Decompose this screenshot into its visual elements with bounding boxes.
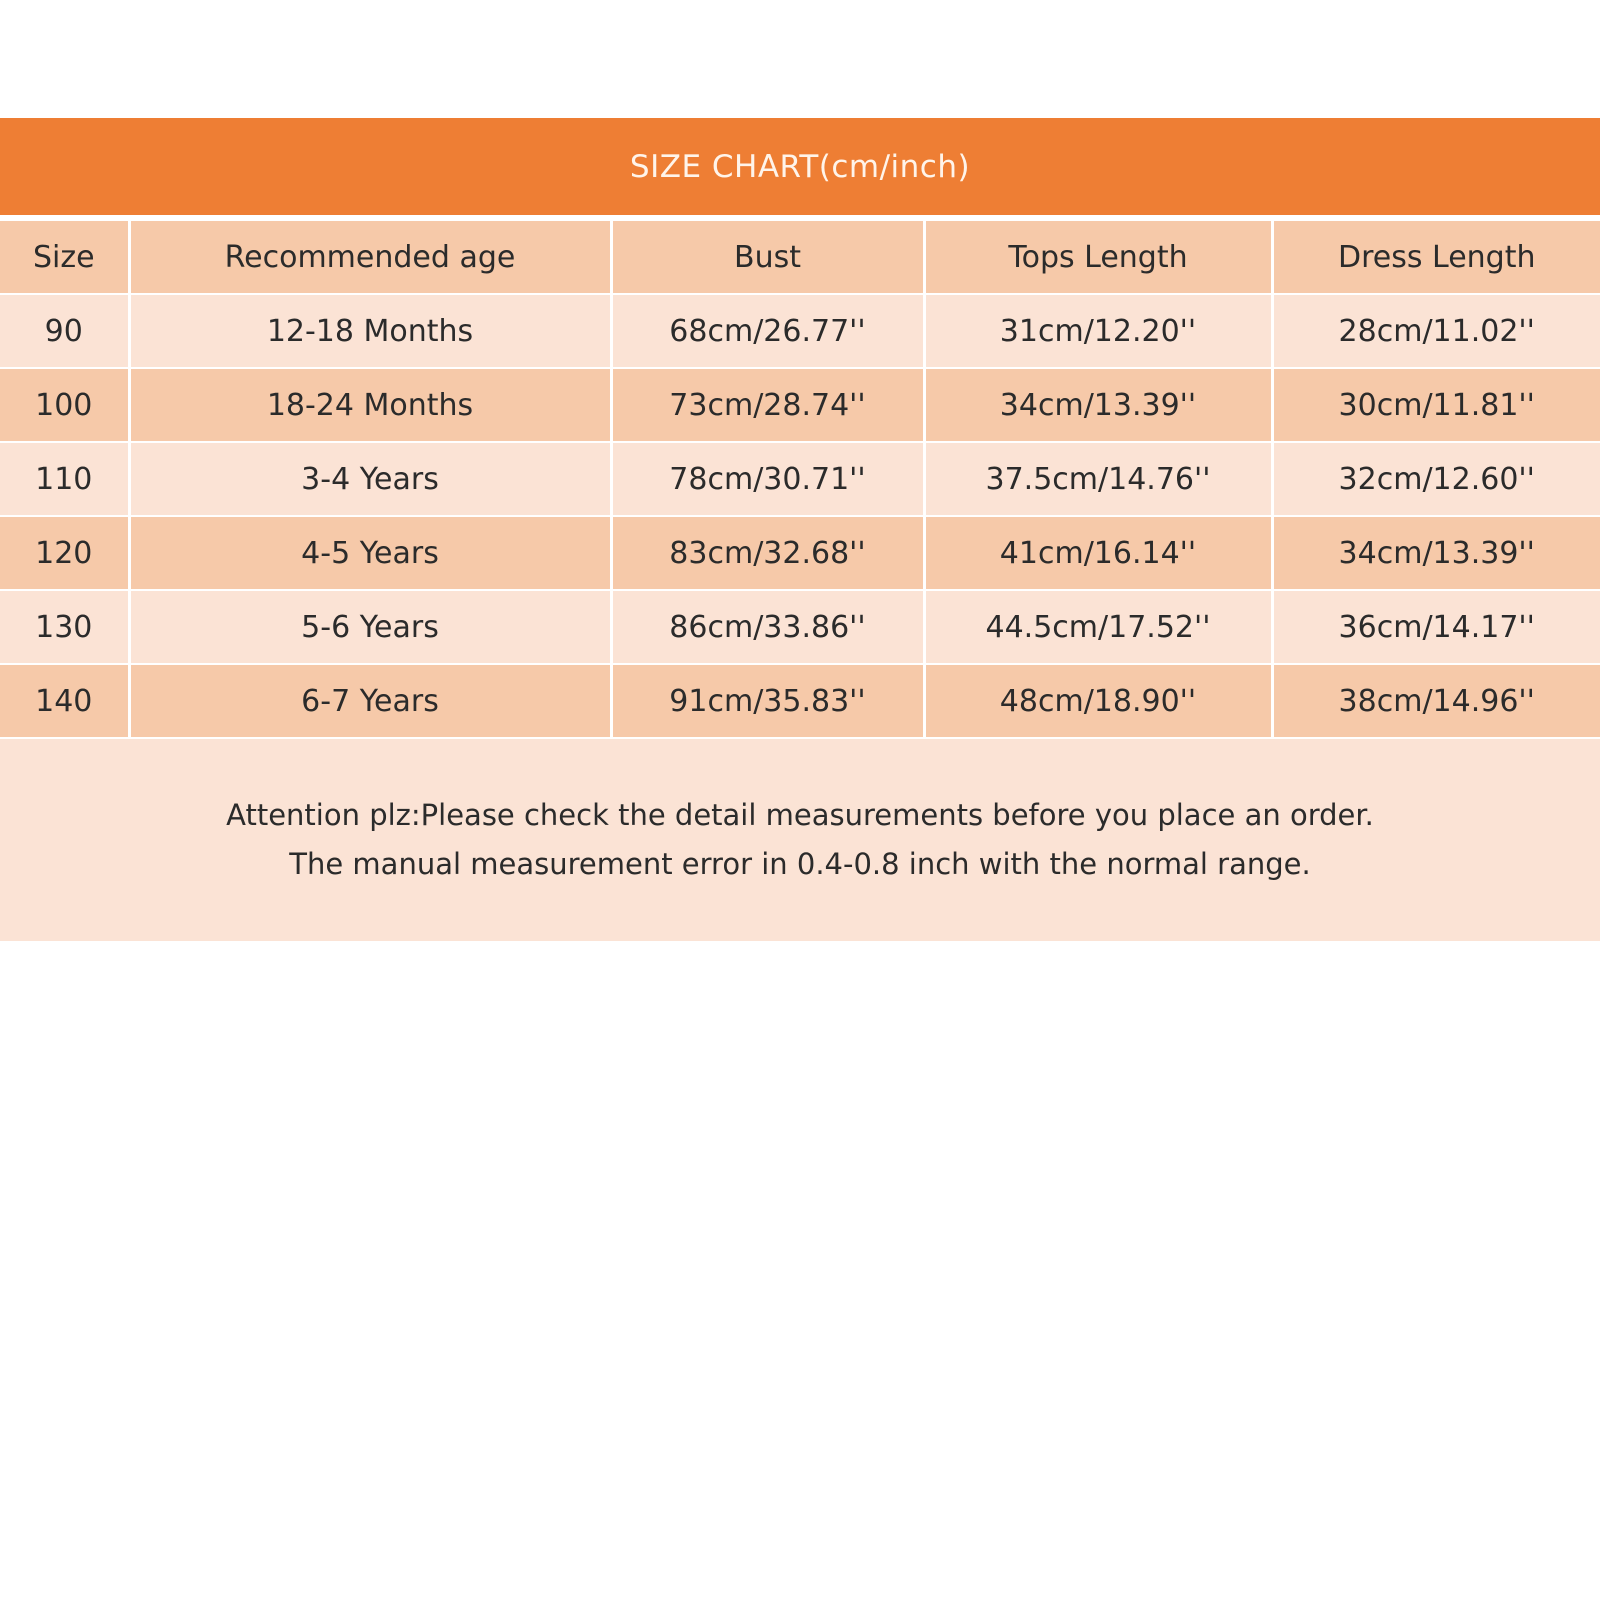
cell-size: 90 [0, 294, 129, 368]
cell-size: 140 [0, 664, 129, 737]
size-chart [0, 118, 1600, 941]
cell-dress-length: 28cm/11.02'' [1272, 294, 1600, 368]
table-header-row [0, 220, 1600, 294]
cell-bust: 83cm/32.68'' [611, 516, 924, 590]
cell-dress-length: 34cm/13.39'' [1272, 516, 1600, 590]
attention-notes [0, 737, 1600, 941]
chart-title: SIZE CHART(cm/inch) [0, 118, 1600, 215]
table-row [0, 516, 1600, 590]
cell-tops-length: 41cm/16.14'' [924, 516, 1272, 590]
header-bust: Bust [611, 220, 924, 294]
size-table [0, 219, 1600, 737]
cell-recommended-age: 3-4 Years [129, 442, 611, 516]
cell-dress-length: 36cm/14.17'' [1272, 590, 1600, 664]
header-tops-length: Tops Length [924, 220, 1272, 294]
cell-recommended-age: 5-6 Years [129, 590, 611, 664]
header-size: Size [0, 220, 129, 294]
cell-size: 130 [0, 590, 129, 664]
cell-recommended-age: 4-5 Years [129, 516, 611, 590]
attention-note-line: The manual measurement error in 0.4-0.8 inch with the normal range. [289, 847, 1311, 881]
cell-recommended-age: 18-24 Months [129, 368, 611, 442]
table-row [0, 590, 1600, 664]
cell-tops-length: 48cm/18.90'' [924, 664, 1272, 737]
cell-bust: 91cm/35.83'' [611, 664, 924, 737]
header-recommended-age: Recommended age [129, 220, 611, 294]
cell-size: 100 [0, 368, 129, 442]
table-row [0, 664, 1600, 737]
cell-bust: 73cm/28.74'' [611, 368, 924, 442]
cell-recommended-age: 6-7 Years [129, 664, 611, 737]
cell-size: 120 [0, 516, 129, 590]
attention-note-line: Attention plz:Please check the detail measurements before you place an order. [226, 798, 1374, 832]
cell-dress-length: 32cm/12.60'' [1272, 442, 1600, 516]
cell-dress-length: 30cm/11.81'' [1272, 368, 1600, 442]
cell-dress-length: 38cm/14.96'' [1272, 664, 1600, 737]
cell-bust: 78cm/30.71'' [611, 442, 924, 516]
cell-tops-length: 34cm/13.39'' [924, 368, 1272, 442]
table-row [0, 368, 1600, 442]
header-dress-length: Dress Length [1272, 220, 1600, 294]
cell-bust: 68cm/26.77'' [611, 294, 924, 368]
cell-recommended-age: 12-18 Months [129, 294, 611, 368]
cell-tops-length: 44.5cm/17.52'' [924, 590, 1272, 664]
cell-size: 110 [0, 442, 129, 516]
cell-bust: 86cm/33.86'' [611, 590, 924, 664]
cell-tops-length: 31cm/12.20'' [924, 294, 1272, 368]
cell-tops-length: 37.5cm/14.76'' [924, 442, 1272, 516]
table-row [0, 442, 1600, 516]
table-row [0, 294, 1600, 368]
